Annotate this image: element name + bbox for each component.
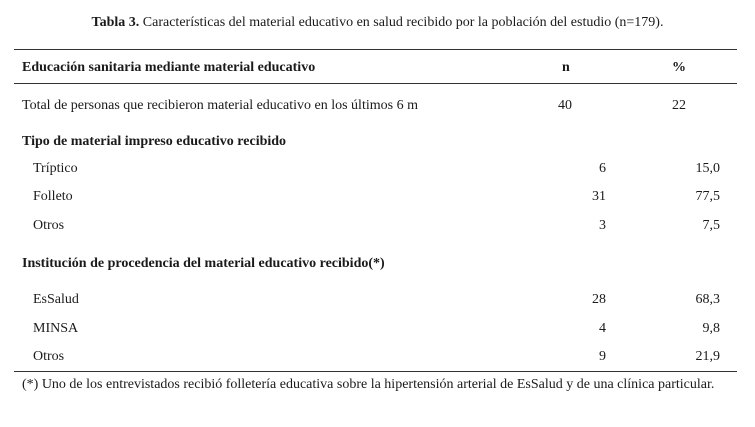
caption-text: Características del material educativo en salud recibido por la población del estudio (n=179). [139,15,664,30]
section2-row-pct: 21,9 [695,349,720,364]
section1-row-n: 6 [599,161,606,176]
header-col-description: Educación sanitaria mediante material educativo [22,60,316,75]
section2-row-label: MINSA [33,321,79,336]
total-row-pct: 22 [672,98,686,113]
section1-row-pct: 15,0 [695,161,720,176]
table-caption [0,15,755,31]
total-row-n: 40 [558,98,572,113]
section2-row-n: 28 [592,292,606,307]
section1-title: Tipo de material impreso educativo recibido [22,134,287,149]
section1-row-label: Folleto [33,189,73,204]
section1-row-pct: 7,5 [702,218,720,233]
section2-row-n: 9 [599,349,606,364]
header-rule [14,83,737,84]
total-row-label: Total de personas que recibieron material educativo en los últimos 6 m [22,98,418,113]
section2-row-label: EsSalud [33,292,79,307]
bottom-rule [14,371,737,372]
section2-row-pct: 68,3 [695,292,720,307]
section1-row-n: 3 [599,218,606,233]
section2-title: Institución de procedencia del material educativo recibido(*) [22,256,385,271]
caption-label: Tabla 3. [91,15,140,30]
section1-row-pct: 77,5 [695,189,720,204]
section2-row-label: Otros [33,349,65,364]
table-footnote: (*) Uno de los entrevistados recibió folletería educativa sobre la hipertensión arterial de EsSalud y de una clínica particular. [22,377,715,392]
section1-row-label: Tríptico [33,161,78,176]
header-col-percent: % [672,60,686,75]
section2-row-pct: 9,8 [702,321,720,336]
top-rule [14,49,737,50]
section2-row-n: 4 [599,321,606,336]
header-col-n: n [562,60,570,75]
section1-row-n: 31 [592,189,606,204]
section1-row-label: Otros [33,218,65,233]
